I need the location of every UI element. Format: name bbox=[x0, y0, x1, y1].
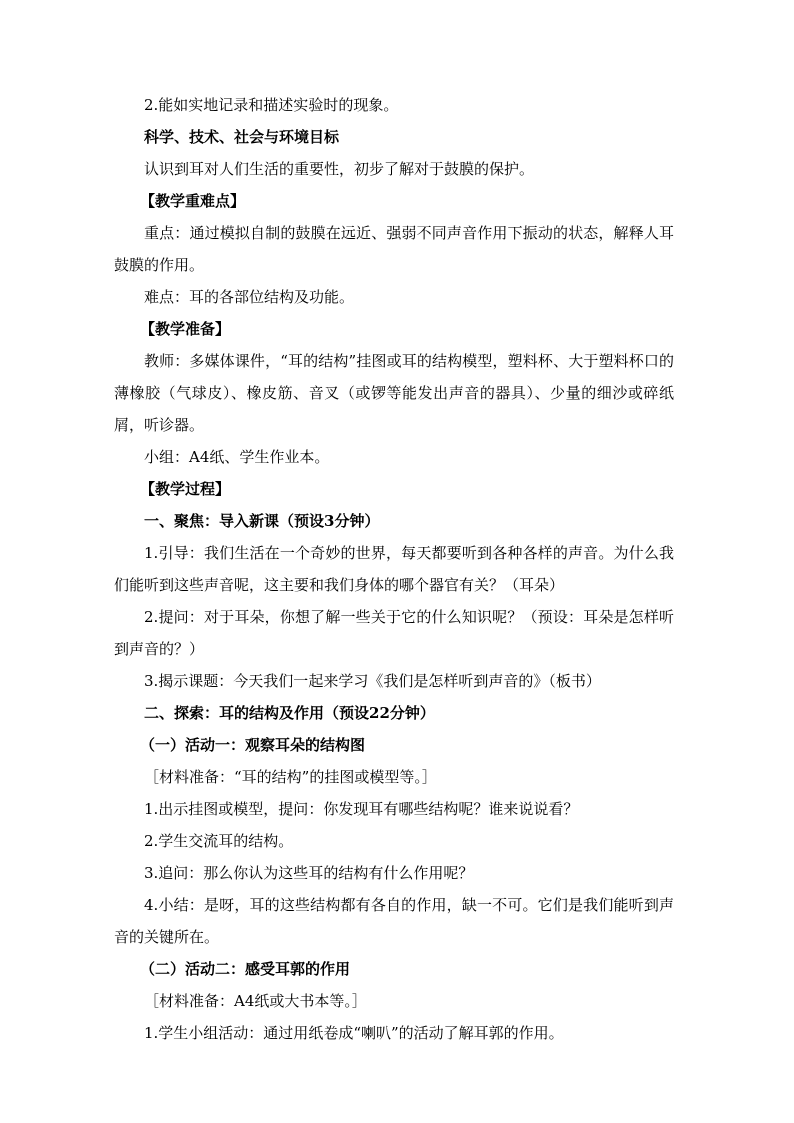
activity-1-heading: （一）活动一：观察耳朵的结构图 bbox=[140, 736, 366, 754]
section-heading-stse: 科学、技术、社会与环境目标 bbox=[144, 128, 340, 146]
activity-1-summary: 4.小结：是呀，耳的这些结构都有各自的作用，缺一不可。它们是我们能听到声音的关键所在。 bbox=[114, 896, 674, 946]
teacher-materials: 教师：多媒体课件，“耳的结构”挂图或耳的结构模型，塑料杯、大于塑料杯口的薄橡胶（气球皮）、橡皮筋、音叉（或锣等能发出声音的器具）、少量的细沙或碎纸屑，听诊器。 bbox=[114, 352, 674, 434]
activity-2-heading: （二）活动二：感受耳郭的作用 bbox=[140, 960, 351, 978]
key-point: 重点：通过模拟自制的鼓膜在远近、强弱不同声音作用下振动的状态，解释人耳鼓膜的作用。 bbox=[114, 224, 674, 274]
activity-2-materials: ［材料准备：A4纸或大书本等。］ bbox=[144, 992, 367, 1010]
heading-preparation: 【教学准备】 bbox=[140, 320, 231, 338]
difficult-point: 难点：耳的各部位结构及功能。 bbox=[144, 288, 355, 306]
activity-1-materials: ［材料准备：“耳的结构”的挂图或模型等。］ bbox=[144, 768, 437, 786]
heading-process: 【教学过程】 bbox=[140, 480, 231, 498]
step-1-heading: 一、聚焦：导入新课（预设3分钟） bbox=[144, 512, 380, 530]
activity-1-item-3: 3.追问：那么你认为这些耳的结构有什么作用呢？ bbox=[144, 864, 474, 882]
step-1-question: 2.提问：对于耳朵，你想了解一些关于它的什么知识呢？（预设：耳朵是怎样听到声音的？） bbox=[114, 608, 674, 658]
activity-1-item-2: 2.学生交流耳的结构。 bbox=[144, 832, 294, 850]
objective-item-2: 2.能如实地记录和描述实验时的现象。 bbox=[144, 96, 399, 114]
step-2-heading: 二、探索：耳的结构及作用（预设22分钟） bbox=[144, 704, 435, 722]
activity-1-item-1: 1.出示挂图或模型，提问：你发现耳有哪些结构呢？谁来说说看？ bbox=[144, 800, 579, 818]
step-1-guide: 1.引导：我们生活在一个奇妙的世界，每天都要听到各种各样的声音。为什么我们能听到这些声音呢，这主要和我们身体的哪个器官有关？（耳朵） bbox=[114, 544, 674, 594]
activity-2-item-1: 1.学生小组活动：通过用纸卷成“喇叭”的活动了解耳郭的作用。 bbox=[144, 1024, 564, 1042]
step-1-topic: 3.揭示课题：今天我们一起来学习《我们是怎样听到声音的》（板书） bbox=[144, 672, 601, 690]
stse-objective: 认识到耳对人们生活的重要性，初步了解对于鼓膜的保护。 bbox=[144, 160, 535, 178]
heading-key-points: 【教学重难点】 bbox=[140, 192, 246, 210]
group-materials: 小组：A4纸、学生作业本。 bbox=[144, 448, 330, 466]
